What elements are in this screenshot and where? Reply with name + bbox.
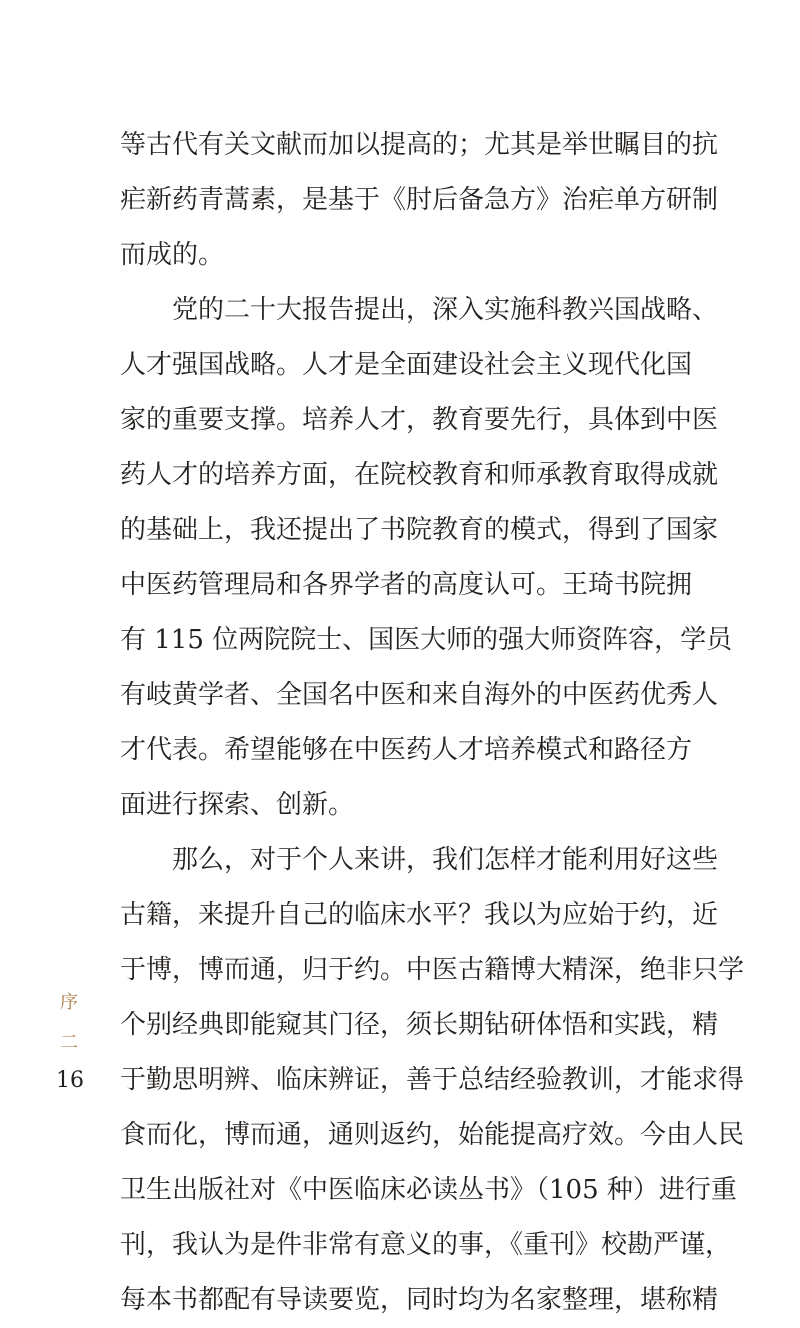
page-number: 16 bbox=[56, 1068, 84, 1093]
text-line: 面进行探索、创新。 bbox=[120, 790, 355, 820]
text-line: 卫生出版社对《中医临床必读丛书》（105 种）进行重 bbox=[120, 1175, 737, 1205]
text-line: 刊，我认为是件非常有意义的事，《重刊》校勘严谨， bbox=[120, 1230, 732, 1260]
text-line: 的基础上，我还提出了书院教育的模式，得到了国家 bbox=[120, 515, 719, 545]
text-line: 个别经典即能窥其门径，须长期钻研体悟和实践，精 bbox=[120, 1010, 719, 1040]
text-line: 党的二十大报告提出，深入实施科教兴国战略、 bbox=[172, 295, 719, 325]
text-line: 家的重要支撑。培养人才，教育要先行，具体到中医 bbox=[120, 405, 719, 435]
text-line: 有岐黄学者、全国名中医和来自海外的中医药优秀人 bbox=[120, 680, 719, 710]
text-line: 于博，博而通，归于约。中医古籍博大精深，绝非只学 bbox=[120, 955, 745, 985]
text-line: 中医药管理局和各界学者的高度认可。王琦书院拥 bbox=[120, 570, 693, 600]
text-line: 每本书都配有导读要览，同时均为名家整理，堪称精 bbox=[120, 1285, 719, 1315]
text-line: 而成的。 bbox=[120, 240, 225, 270]
text-line: 药人才的培养方面，在院校教育和师承教育取得成就 bbox=[120, 460, 719, 490]
text-line: 才代表。希望能够在中医药人才培养模式和路径方 bbox=[120, 735, 693, 765]
body-text bbox=[120, 118, 745, 1328]
text-line: 人才强国战略。人才是全面建设社会主义现代化国 bbox=[120, 350, 693, 380]
text-line: 古籍，来提升自己的临床水平？我以为应始于约，近 bbox=[120, 900, 719, 930]
text-line: 等古代有关文献而加以提高的；尤其是举世瞩目的抗 bbox=[120, 130, 719, 160]
section-label-xu: 序 bbox=[60, 992, 78, 1013]
text-line: 于勤思明辨、临床辨证，善于总结经验教训，才能求得 bbox=[120, 1065, 745, 1095]
section-label-er: 二 bbox=[60, 1032, 78, 1053]
text-line: 有 115 位两院院士、国医大师的强大师资阵容，学员 bbox=[120, 625, 733, 655]
text-line: 食而化，博而通，通则返约，始能提高疗效。今由人民 bbox=[120, 1120, 745, 1150]
text-line: 疟新药青蒿素，是基于《肘后备急方》治疟单方研制 bbox=[120, 185, 719, 215]
text-line: 那么，对于个人来讲，我们怎样才能利用好这些 bbox=[172, 845, 719, 875]
